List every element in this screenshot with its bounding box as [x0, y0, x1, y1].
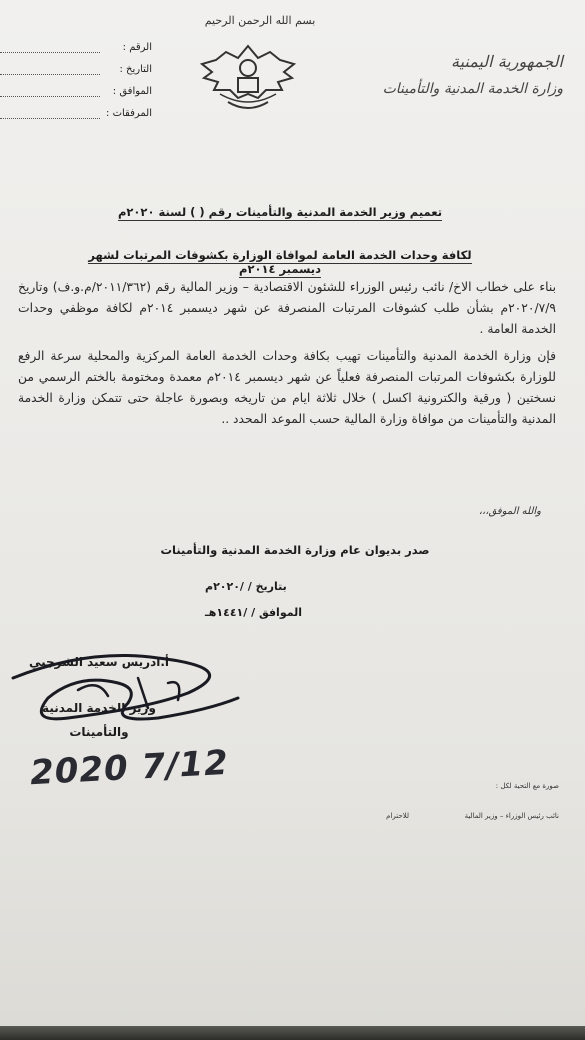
field-label: التاريخ :: [119, 64, 152, 75]
copies-section: [386, 770, 559, 820]
ministry-name: وزارة الخدمة المدنية والتأمينات: [382, 81, 563, 97]
ministry-header: [383, 52, 563, 97]
field-date: [0, 62, 160, 84]
closing-phrase: والله الموفق،،،: [478, 506, 541, 517]
handwritten-signature: [8, 648, 248, 748]
paragraph: بناء على خطاب الاخ/ نائب رئيس الوزراء للشئون الاقتصادية – وزير المالية رقم (٢٠١١/٣٦٢/م.و.ف) وتاريخ ٢٠٢٠/٧/٩م بشأن طلب كشوفات المرتبات المنصرفة عن شهر ديسمبر ٢٠١٤م لكافة موظفي وحدات الخدمة العامة .: [18, 280, 556, 336]
copy-recipient: نائب رئيس الوزراء – وزير المالية: [464, 812, 559, 820]
handwritten-date: 2020 7/12: [29, 742, 230, 794]
field-corresponding: [0, 84, 160, 106]
paragraph: فإن وزارة الخدمة المدنية والتأمينات تهيب بكافة وحدات الخدمة العامة المركزية والمحلية سرعة الرفع للوزارة بكشوفات المرتبات المنصرفة فعلياً عن شهر ديسمبر ٢٠١٤م معمدة ومختومة بالختم الرسمي من نسختين ( ورقية والكترونية اكسل ) خلال ثلاثة ايام من تاريخه وبصورة عاجلة حتى تتمكن وزارة الخدمة المدنية والتأمينات من موافاة وزارة المالية حسب الموعد المحدد ..: [18, 349, 556, 426]
page-shadow: [0, 1026, 585, 1040]
document-title: تعميم وزير الخدمة المدنية والتأمينات رقم ( ) لسنة ٢٠٢٠م: [117, 205, 443, 219]
document-subtitle: لكافة وحدات الخدمة العامة لموافاة الوزارة بكشوفات المرتبات لشهر ديسمبر ٢٠١٤م: [88, 248, 472, 276]
field-number: [0, 40, 160, 62]
reference-fields: [0, 40, 160, 128]
field-attachments: [0, 106, 160, 128]
hijri-date: الموافق / /١٤٤١هـ: [205, 606, 303, 619]
basmala: بسم الله الرحمن الرحيم: [204, 14, 316, 27]
copy-note: للاحترام: [386, 812, 409, 820]
issued-line: صدر بديوان عام وزارة الخدمة المدنية والتأمينات: [160, 543, 430, 557]
field-label: الموافق :: [112, 86, 152, 97]
document-body: [18, 277, 556, 430]
field-label: الرقم :: [122, 42, 152, 53]
copies-heading: صورة مع التحية لكل :: [495, 782, 559, 790]
yemen-eagle-emblem: [198, 38, 298, 118]
gregorian-date: بتاريخ / /٢٠٢٠م: [205, 580, 287, 593]
signatory-name: أ.ادريس سعيد الشرجبي: [28, 655, 170, 669]
field-label: المرفقات :: [106, 108, 152, 119]
country-name: الجمهورية اليمنية: [450, 52, 563, 71]
signatory-title: وزير الخدمة المدنية والتأمينات: [42, 701, 156, 739]
